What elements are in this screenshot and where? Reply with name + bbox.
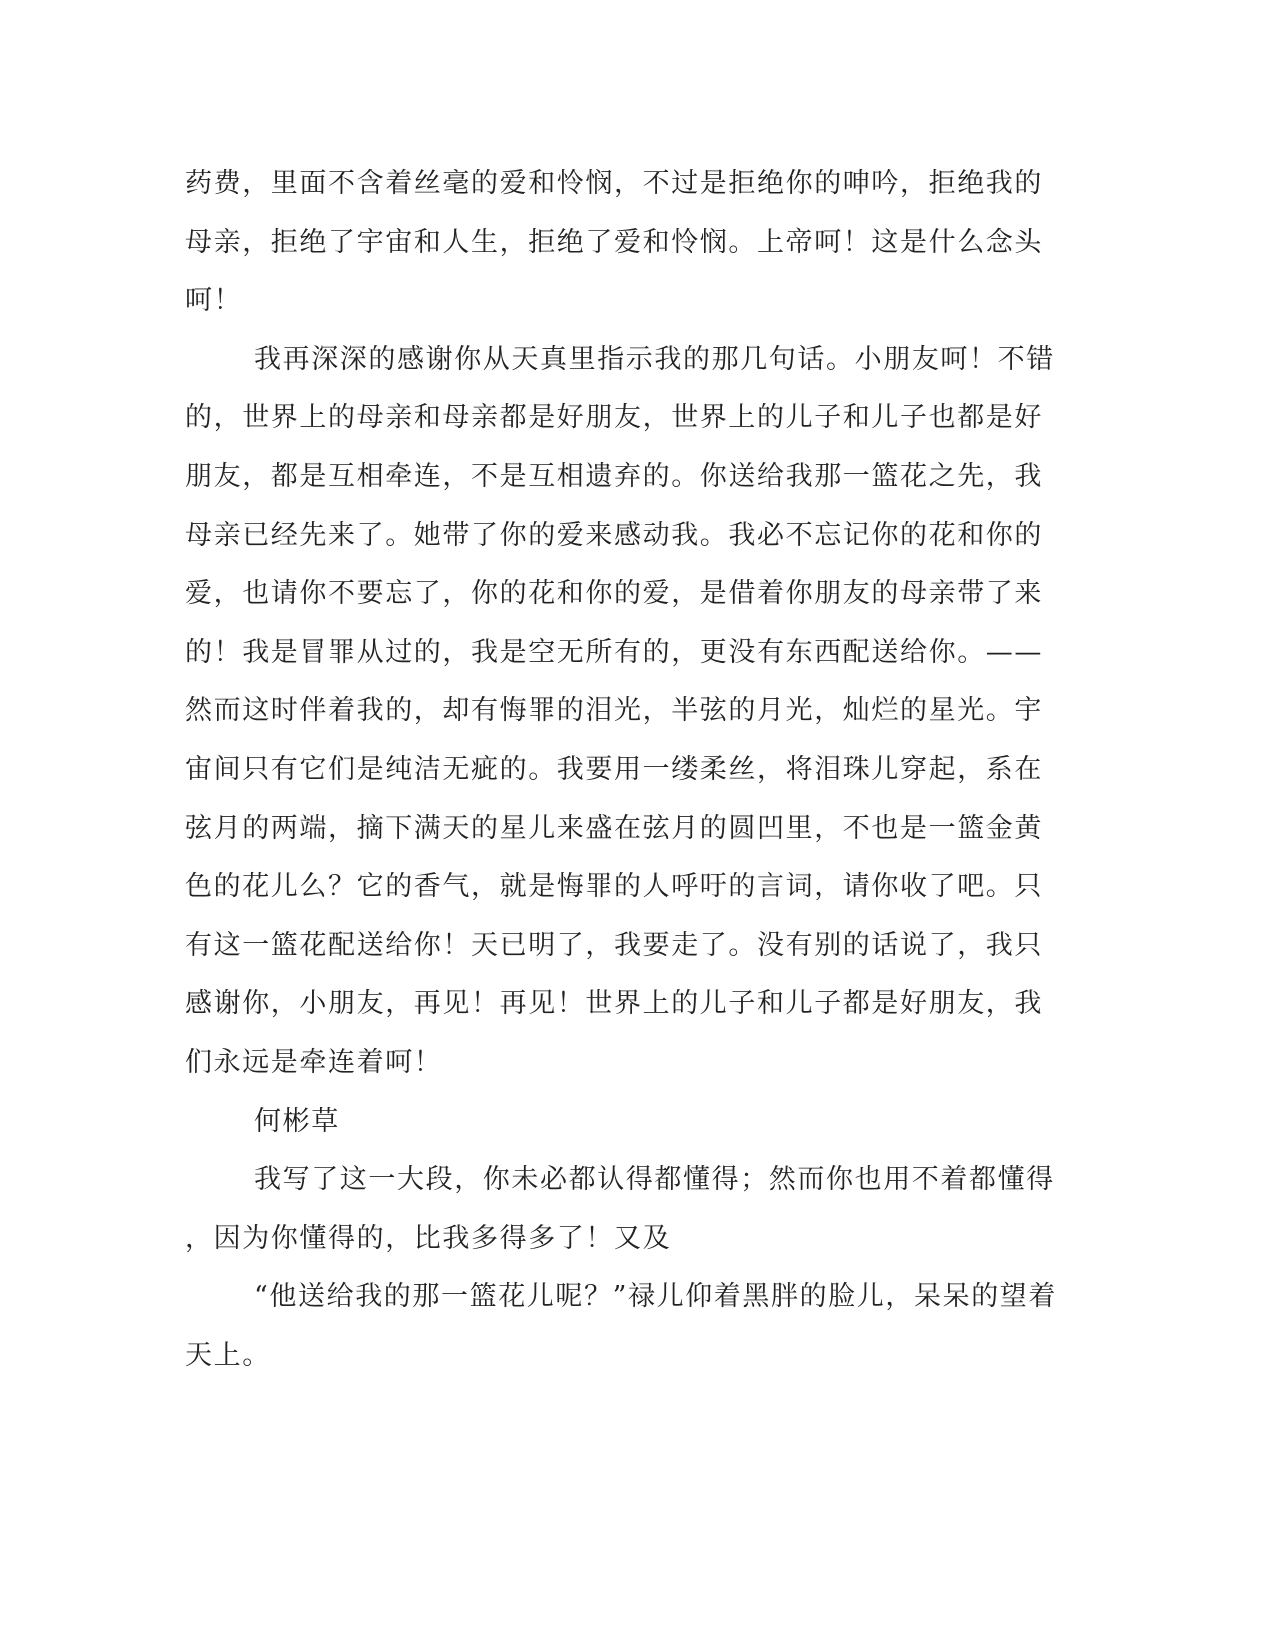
text-line: 感谢你，小朋友，再见！再见！世界上的儿子和儿子都是好朋友，我	[185, 988, 1043, 1020]
text-line: ，因为你懂得的，比我多得多了！又及	[185, 1222, 672, 1254]
paragraph-start-line: 我再深深的感谢你从天真里指示我的那几句话。小朋友呵！不错	[254, 343, 1055, 375]
text-line: 的！我是冒罪从过的，我是空无所有的，更没有东西配送给你。——	[185, 636, 1043, 668]
text-line: 呵！	[185, 285, 243, 317]
paragraph-start-line: “他送给我的那一篮花儿呢？”禄儿仰着黑胖的脸儿，呆呆的望着	[254, 1281, 1058, 1313]
text-line: 有这一篮花配送给你！天已明了，我要走了。没有别的话说了，我只	[185, 929, 1043, 961]
paragraph-start-line: 我写了这一大段，你未必都认得都懂得；然而你也用不着都懂得	[254, 1164, 1055, 1196]
body-text	[185, 155, 1058, 1385]
text-line: 色的花儿么？它的香气，就是悔罪的人呼吁的言词，请你收了吧。只	[185, 871, 1043, 903]
text-line: 们永远是牵连着呵！	[185, 1046, 443, 1078]
text-line: 的，世界上的母亲和母亲都是好朋友，世界上的儿子和儿子也都是好	[185, 402, 1043, 434]
text-line: 爱，也请你不要忘了，你的花和你的爱，是借着你朋友的母亲带了来	[185, 578, 1043, 610]
text-line: 朋友，都是互相牵连，不是互相遗弃的。你送给我那一篮花之先，我	[185, 460, 1043, 492]
signature-line: 何彬草	[254, 1105, 340, 1137]
text-line: 母亲，拒绝了宇宙和人生，拒绝了爱和怜悯。上帝呵！这是什么念头	[185, 226, 1043, 258]
text-line: 母亲已经先来了。她带了你的爱来感动我。我必不忘记你的花和你的	[185, 519, 1043, 551]
text-line: 弦月的两端，摘下满天的星儿来盛在弦月的圆凹里，不也是一篮金黄	[185, 812, 1043, 844]
text-line: 药费，里面不含着丝毫的爱和怜悯，不过是拒绝你的呻吟，拒绝我的	[185, 168, 1043, 199]
text-line: 然而这时伴着我的，却有悔罪的泪光，半弦的月光，灿烂的星光。宇	[185, 695, 1043, 727]
text-line: 天上。	[185, 1339, 271, 1371]
text-line: 宙间只有它们是纯洁无疵的。我要用一缕柔丝，将泪珠儿穿起，系在	[185, 753, 1043, 785]
